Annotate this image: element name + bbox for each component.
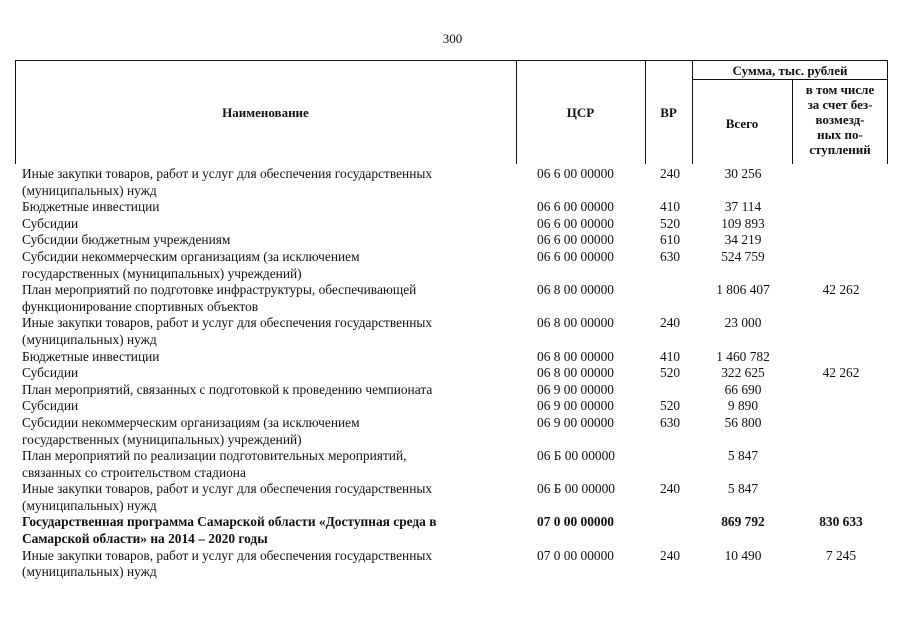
row-name — [22, 448, 510, 481]
table-row — [0, 282, 905, 315]
row-name — [22, 216, 510, 233]
table-row — [0, 216, 905, 233]
row-name-line: государственных (муниципальных) учреждений) — [22, 431, 302, 447]
row-name — [22, 166, 510, 199]
row-csr: 06 8 00 00000 — [537, 365, 614, 381]
row-vr: 520 — [660, 365, 681, 381]
header-sum-title: Сумма, тыс. рублей — [732, 63, 848, 78]
table-row — [0, 481, 905, 514]
row-total: 37 114 — [724, 199, 762, 215]
page-number: 300 — [442, 31, 463, 46]
row-name-line: (муниципальных) нужд — [22, 182, 157, 198]
row-name-line: Субсидии — [22, 365, 79, 381]
table-row — [0, 514, 905, 547]
row-name-line: (муниципальных) нужд — [22, 497, 157, 513]
row-name-line: связанных со строительством стадиона — [22, 464, 246, 480]
row-name — [22, 199, 510, 216]
row-name — [22, 349, 510, 366]
row-name — [22, 514, 510, 547]
row-name-line: (муниципальных) нужд — [22, 331, 157, 347]
row-total: 1 460 782 — [716, 348, 770, 364]
row-total: 869 792 — [721, 514, 765, 530]
row-name-line: Бюджетные инвестиции — [22, 348, 160, 364]
row-vr: 240 — [660, 481, 681, 497]
row-csr: 06 8 00 00000 — [537, 282, 614, 298]
row-csr: 06 9 00 00000 — [537, 414, 614, 430]
table-row — [0, 249, 905, 282]
row-grant: 42 262 — [822, 365, 860, 381]
header-grant-line: в том числе — [805, 82, 875, 97]
table-row — [0, 415, 905, 448]
row-csr: 06 9 00 00000 — [537, 398, 614, 414]
header-name: Наименование — [222, 105, 309, 120]
row-name — [22, 398, 510, 415]
row-csr: 06 8 00 00000 — [537, 315, 614, 331]
row-vr: 240 — [660, 315, 681, 331]
table-row — [0, 382, 905, 399]
row-name-line: Субсидии — [22, 398, 79, 414]
row-csr: 07 0 00 00000 — [537, 547, 614, 563]
table-row — [0, 232, 905, 249]
header-grant-line: ступлений — [809, 142, 871, 157]
row-vr: 630 — [660, 248, 681, 264]
row-vr: 520 — [660, 215, 681, 231]
row-name-line: План мероприятий, связанных с подготовкой к проведению чемпионата — [22, 381, 433, 397]
table-row — [0, 548, 905, 581]
row-csr: 06 9 00 00000 — [537, 381, 614, 397]
row-name — [22, 481, 510, 514]
header-grant-line: возмезд- — [815, 112, 865, 127]
row-name — [22, 415, 510, 448]
table-row — [0, 199, 905, 216]
row-grant: 7 245 — [825, 547, 857, 563]
row-name-line: Иные закупки товаров, работ и услуг для обеспечения государственных — [22, 166, 433, 181]
row-total: 66 690 — [724, 381, 762, 397]
row-name — [22, 548, 510, 581]
row-name-line: Субсидии некоммерческим организациям (за исключением — [22, 414, 360, 430]
row-total: 9 890 — [727, 398, 759, 414]
row-csr: 06 6 00 00000 — [537, 248, 614, 264]
table-row — [0, 398, 905, 415]
row-name — [22, 249, 510, 282]
table-row — [0, 349, 905, 366]
row-name-line: (муниципальных) нужд — [22, 564, 157, 580]
row-name-line: План мероприятий по реализации подготовительных мероприятий, — [22, 448, 407, 464]
row-csr: 06 6 00 00000 — [537, 232, 614, 248]
header-total: Всего — [725, 116, 759, 131]
row-total: 109 893 — [721, 215, 765, 231]
row-csr: 06 6 00 00000 — [537, 215, 614, 231]
row-csr: 06 Б 00 00000 — [537, 481, 615, 497]
header-csr: ЦСР — [566, 105, 595, 120]
row-vr: 630 — [660, 414, 681, 430]
row-name — [22, 232, 510, 249]
row-csr: 06 8 00 00000 — [537, 348, 614, 364]
row-name-line: Субсидии бюджетным учреждениям — [22, 232, 231, 248]
row-total: 23 000 — [724, 315, 762, 331]
row-total: 5 847 — [727, 448, 759, 464]
row-csr: 07 0 00 00000 — [537, 514, 614, 530]
row-name-line: Бюджетные инвестиции — [22, 199, 160, 215]
row-total: 56 800 — [724, 414, 762, 430]
row-vr: 240 — [660, 166, 681, 181]
row-name-line: Государственная программа Самарской области «Доступная среда в — [22, 514, 437, 530]
header-grant-line: ных по- — [817, 127, 863, 142]
row-csr: 06 Б 00 00000 — [537, 448, 615, 464]
row-total: 322 625 — [721, 365, 765, 381]
row-name-line: государственных (муниципальных) учреждений) — [22, 265, 302, 281]
row-name — [22, 315, 510, 348]
row-name-line: Иные закупки товаров, работ и услуг для обеспечения государственных — [22, 315, 433, 331]
row-vr: 610 — [660, 232, 681, 248]
row-vr: 410 — [660, 199, 681, 215]
row-name-line: План мероприятий по подготовке инфраструктуры, обеспечивающей — [22, 282, 417, 298]
row-total: 10 490 — [724, 547, 762, 563]
row-grant: 830 633 — [819, 514, 863, 530]
table-row — [0, 365, 905, 382]
row-total: 34 219 — [724, 232, 762, 248]
row-vr: 520 — [660, 398, 681, 414]
row-grant: 42 262 — [822, 282, 860, 298]
row-total: 5 847 — [727, 481, 759, 497]
row-name-line: Иные закупки товаров, работ и услуг для обеспечения государственных — [22, 481, 433, 497]
row-total: 1 806 407 — [716, 282, 770, 298]
row-name — [22, 282, 510, 315]
table-row — [0, 315, 905, 348]
row-csr: 06 6 00 00000 — [537, 199, 614, 215]
row-name — [22, 382, 510, 399]
table-row — [0, 448, 905, 481]
row-csr: 06 6 00 00000 — [537, 166, 614, 181]
row-vr: 240 — [660, 547, 681, 563]
row-total: 30 256 — [724, 166, 762, 181]
row-name — [22, 365, 510, 382]
sum-title-divider — [692, 79, 888, 80]
row-name-line: функционирование спортивных объектов — [22, 298, 259, 314]
row-name-line: Иные закупки товаров, работ и услуг для обеспечения государственных — [22, 547, 433, 563]
table-row — [0, 166, 905, 199]
row-total: 524 759 — [721, 248, 765, 264]
header-grant-line: за счет без- — [807, 97, 873, 112]
header-top-border — [15, 60, 888, 61]
header-grant — [792, 82, 888, 157]
table-header — [15, 60, 888, 164]
row-name-line: Самарской области» на 2014 – 2020 годы — [22, 531, 268, 547]
row-vr: 410 — [660, 348, 681, 364]
row-name-line: Субсидии — [22, 215, 79, 231]
header-vr: ВР — [660, 105, 677, 120]
table-body — [0, 166, 905, 581]
row-name-line: Субсидии некоммерческим организациям (за исключением — [22, 248, 360, 264]
